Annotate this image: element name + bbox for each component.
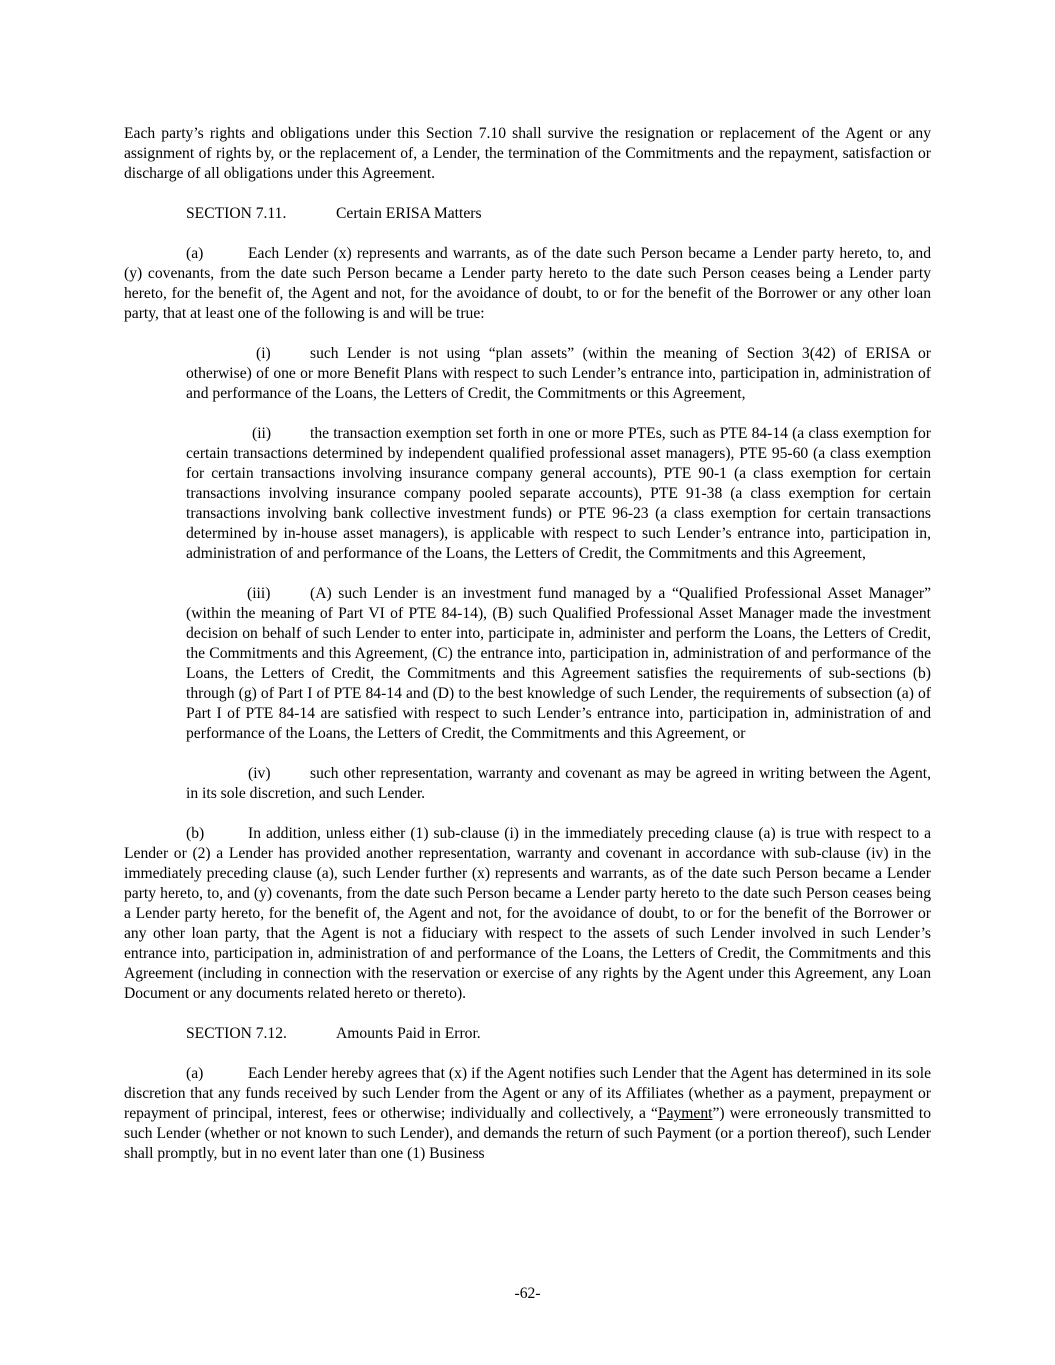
subclause-iv-text: such other representation, warranty and covenant as may be agreed in writing between the Agent, in its sole discretion, and such Lender.	[186, 765, 931, 802]
subclause-ii-label: (ii)	[252, 425, 272, 442]
page-number: -62-	[514, 1285, 541, 1302]
survival-paragraph: Each party’s rights and obligations under this Section 7.10 shall survive the resignation or replacement of the Agent or any assignment of rights by, or the replacement of, a Lender, the termination of the Commitments and the repayment, satisfaction or discharge of all obligations under this Agreement.	[124, 125, 931, 182]
subclause-i-text: such Lender is not using “plan assets” (within the meaning of Section 3(42) of ERISA or otherwise) of one or more Benefit Plans with respect to such Lender’s entrance into, participation in, administration of and performance of the Loans, the Letters of Credit, the Commitments or this Agreement,	[186, 345, 931, 402]
subclause-ii-text: the transaction exemption set forth in one or more PTEs, such as PTE 84-14 (a class exemption for certain transactions determined by independent qualified professional asset managers), PTE 95-60 (a class exemption for certain transactions involving insurance company general accounts), PTE 90-1 (a class exemption for certain transactions involving insurance company pooled separate accounts), PTE 91-38 (a class exemption for certain transactions involving bank collective investment funds) or PTE 96-23 (a class exemption for certain transactions determined by in-house asset managers), is applicable with respect to such Lender’s entrance into, participation in, administration of and performance of the Loans, the Letters of Credit, the Commitments and this Agreement,	[186, 425, 931, 562]
clause-b-paragraph	[124, 824, 931, 1004]
section-title: Amounts Paid in Error.	[336, 1025, 481, 1042]
clause-a2-text-before: Each Lender hereby agrees that (x) if the Agent notifies such Lender that the Agent has determined in its sole discretion that any funds received by such Lender from the Agent or any of its Affiliates (whether as a payment, prepayment or repayment of principal, interest, fees or otherwise; individually and collectively, a “	[124, 1065, 931, 1122]
section-title: Certain ERISA Matters	[336, 205, 482, 222]
clause-a2-paragraph	[124, 1064, 931, 1164]
subclause-i-label: (i)	[256, 345, 271, 362]
subclause-iv-paragraph	[186, 764, 931, 804]
clause-a2-text-after: ”) were erroneously transmitted to such Lender (whether or not known to such Lender), and demands the return of such Payment (or a portion thereof), such Lender shall promptly, but in no event later than one (1) Business	[124, 1105, 931, 1162]
subclause-ii-paragraph	[186, 424, 931, 564]
subclause-iv-label: (iv)	[248, 765, 271, 782]
section-7-11-heading	[124, 204, 931, 224]
clause-b-text: In addition, unless either (1) sub-clause (i) in the immediately preceding clause (a) is true with respect to a Lender or (2) a Lender has provided another representation, warranty and covenant in accordance with sub-clause (iv) in the immediately preceding clause (a), such Lender further (x) represents and warrants, as of the date such Person became a Lender party hereto, to, and (y) covenants, from the date such Person became a Lender party hereto to the date such Person ceases being a Lender party hereto, for the benefit of, the Agent and not, for the avoidance of doubt, to or for the benefit of the Borrower or any other loan party, that the Agent is not a fiduciary with respect to the assets of such Lender involved in such Lender’s entrance into, participation in, administration of and performance of the Loans, the Letters of Credit, the Commitments and this Agreement (including in connection with the reservation or exercise of any rights by the Agent under this Agreement, any Loan Document or any documents related hereto or thereto).	[124, 825, 931, 1002]
subclause-iii-text: (A) such Lender is an investment fund managed by a “Qualified Professional Asset Manager” (within the meaning of Part VI of PTE 84-14), (B) such Qualified Professional Asset Manager made the investment decision on behalf of such Lender to enter into, participate in, administer and perform the Loans, the Letters of Credit, the Commitments and this Agreement, (C) the entrance into, participation in, administration of and performance of the Loans, the Letters of Credit, the Commitments and this Agreement satisfies the requirements of sub-sections (b) through (g) of Part I of PTE 84-14 and (D) to the best knowledge of such Lender, the requirements of subsection (a) of Part I of PTE 84-14 are satisfied with respect to such Lender’s entrance into, participation in, administration of and performance of the Loans, the Letters of Credit, the Commitments and this Agreement, or	[186, 585, 931, 742]
subclause-iii-label: (iii)	[247, 585, 271, 602]
section-number: SECTION 7.12.	[186, 1025, 287, 1042]
subclause-iii-paragraph	[186, 584, 931, 744]
subclause-i-paragraph	[186, 344, 931, 404]
section-number: SECTION 7.11.	[186, 205, 287, 222]
clause-a-text: Each Lender (x) represents and warrants, as of the date such Person became a Lender party hereto, to, and (y) covenants, from the date such Person became a Lender party hereto to the date such Person ceases being a Lender party hereto, for the benefit of, the Agent and not, for the avoidance of doubt, to or for the benefit of the Borrower or any other loan party, that at least one of the following is and will be true:	[124, 245, 931, 322]
clause-b-label: (b)	[186, 825, 205, 842]
clause-a-label: (a)	[186, 245, 204, 262]
section-7-12-heading	[124, 1024, 931, 1044]
payment-defined-term: Payment	[657, 1105, 713, 1122]
clause-a-paragraph	[124, 244, 931, 324]
clause-a2-label: (a)	[186, 1065, 204, 1082]
document-page	[124, 124, 931, 1184]
